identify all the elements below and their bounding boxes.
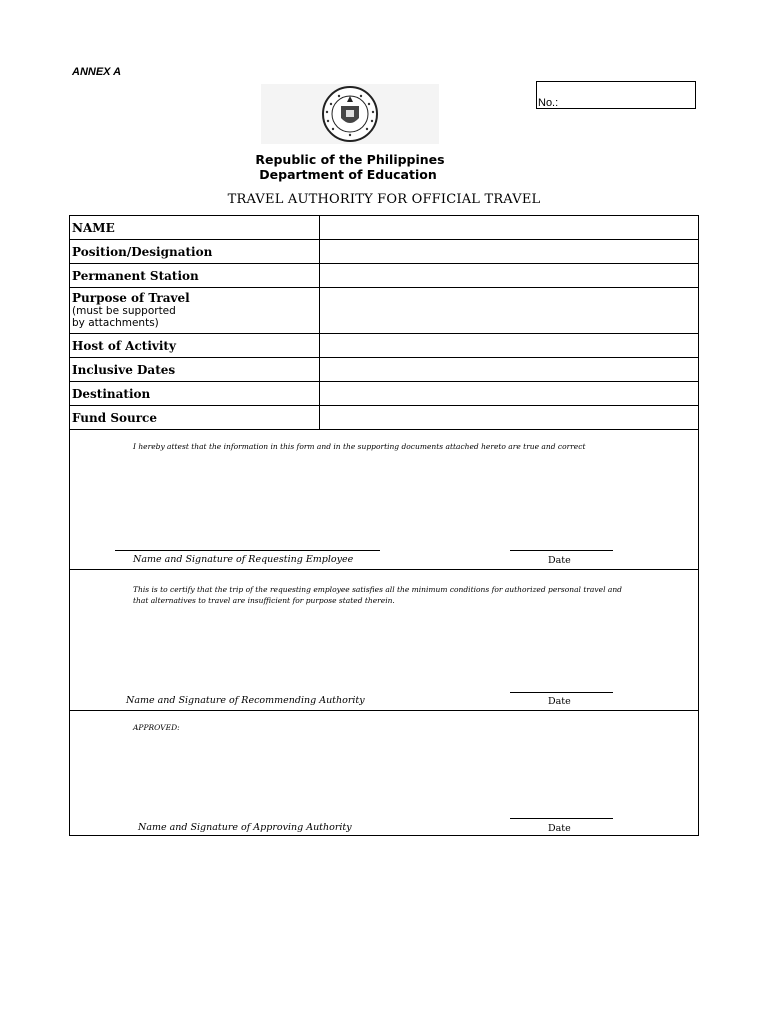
header-department: Department of Education [259,167,437,182]
station-field[interactable] [320,264,699,288]
number-field[interactable] [563,108,671,109]
form-title: TRAVEL AUTHORITY FOR OFFICIAL TRAVEL [227,192,541,207]
row-purpose [70,288,699,334]
employee-date-label: Date [548,555,571,566]
row-dates [70,358,699,382]
approving-signature-label: Name and Signature of Approving Authority [138,822,352,833]
purpose-note-1: (must be supported [72,305,176,317]
recommending-signature-label: Name and Signature of Recommending Authority [126,695,365,706]
purpose-note-2: by attachments) [72,317,159,329]
row-name [70,216,699,240]
recommending-date-line[interactable] [510,692,613,693]
dates-label: Inclusive Dates [70,358,320,382]
dates-field[interactable] [320,358,699,382]
position-label: Position/Designation [70,240,320,264]
row-station [70,264,699,288]
row-position [70,240,699,264]
purpose-label: Purpose of Travel [72,291,190,305]
employee-signature-line[interactable] [115,550,380,551]
attest-text: I hereby attest that the information in this form and in the supporting documents attached hereto are true and correct [133,442,586,451]
certify-text-2: that alternatives to travel are insufficient for purpose stated therein. [133,596,395,605]
approving-date-line[interactable] [510,818,613,819]
number-box [536,81,696,109]
employee-date-line[interactable] [510,550,613,551]
row-fund [70,406,699,430]
header-republic: Republic of the Philippines [255,152,445,167]
approving-authority-section [69,710,699,836]
approving-date-label: Date [548,823,571,834]
position-field[interactable] [320,240,699,264]
fund-label: Fund Source [70,406,320,430]
certify-text-1: This is to certify that the trip of the requesting employee satisfies all the minimum conditions for authorized personal travel and [133,585,622,594]
travel-details-table [69,215,699,430]
requesting-employee-section [69,429,699,570]
recommending-date-label: Date [548,696,571,707]
name-field[interactable] [320,216,699,240]
name-label: NAME [70,216,320,240]
number-label: No.: [538,97,559,109]
station-label: Permanent Station [70,264,320,288]
host-field[interactable] [320,334,699,358]
approved-label: APPROVED: [133,723,180,732]
purpose-field[interactable] [320,288,699,334]
row-host [70,334,699,358]
host-label: Host of Activity [70,334,320,358]
purpose-cell [70,288,320,334]
fund-field[interactable] [320,406,699,430]
destination-label: Destination [70,382,320,406]
deped-seal [261,84,439,144]
annex-label: ANNEX A [72,66,122,78]
employee-signature-label: Name and Signature of Requesting Employee [133,554,354,565]
recommending-authority-section [69,569,699,711]
destination-field[interactable] [320,382,699,406]
row-destination [70,382,699,406]
